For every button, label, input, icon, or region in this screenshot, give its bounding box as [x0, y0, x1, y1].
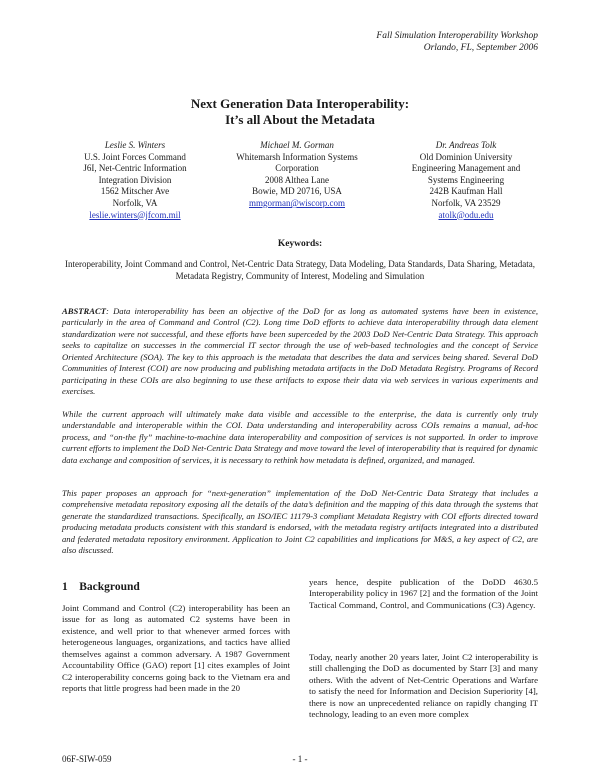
author-affiliation-line: 2008 Althea Lane: [265, 174, 329, 185]
author-email-link[interactable]: mmgorman@wiscorp.com: [248, 197, 346, 208]
background-right-paragraph-1: years hence, despite publication of the DoDD 4630.5 Interoperability policy in 1967 [2] and the formation of the Joint Tactical Command, Control, and Communications (C3) Agency.: [309, 577, 538, 610]
background-left-column: Joint Command and Control (C2) interoperability has been an issue for as long as automated C2 systems have been in existence, and well prior to that whenever armed forces with heterogeneous languages, organizations, and tactics have allied themselves against a common adversary. A 1987 Government Accountability Office (GAO) report [1] cites examples of Joint C2 interoperability concerns going back to the Vietnam era and reports that little progress had been made in the 20: [62, 603, 290, 694]
section-heading: [62, 581, 140, 593]
page-number: - 1 -: [292, 754, 308, 764]
author-affiliation-line: J6I, Net-Centric Information: [83, 163, 187, 174]
abstract-text: : Data interoperability has been an objective of the DoD for as long as automated systems have been in existence, particularly in the area of Command and Control (C2). Long time DoD efforts to achieve data interoperability through data element standardization were not successful, and these efforts have been superceded by the 2003 DoD Net-Centric Data Strategy. This approach seeks to capitalize on successes in the commercial IT sector through the use of web-based technologies and the concept of Service Oriented Architecture (SOA). The key to this approach is the metadata that describes the data and services being shared. Several DoD Communities of Interest (COI) are now producing and publishing metadata artifacts in the DoD Metadata Registry. Programs of Record participating in these COIs are also beginning to use these artifacts to expose their data via web services in various experiments and exercises.: [62, 306, 538, 397]
author-block-2: [222, 140, 372, 210]
author-affiliation-line: Whitemarsh Information Systems: [236, 151, 358, 162]
workshop-name: Fall Simulation Interoperability Workshop: [376, 31, 538, 41]
author-affiliation-line: Old Dominion University: [419, 151, 513, 162]
title-line-2: It’s all About the Metadata: [225, 112, 375, 127]
title-line-1: Next Generation Data Interoperability:: [190, 96, 410, 111]
section-number: 1: [62, 581, 68, 593]
author-affiliation-line: U.S. Joint Forces Command: [84, 151, 186, 162]
abstract-paragraph-1: [62, 306, 538, 398]
author-affiliation-line: 242B Kaufman Hall: [429, 186, 503, 197]
workshop-location-date: Orlando, FL, September 2006: [423, 43, 538, 53]
author-affiliation-line: Norfolk, VA: [112, 197, 158, 208]
author-email-link[interactable]: atolk@odu.edu: [438, 209, 494, 220]
paper-id: 06F-SIW-059: [62, 754, 112, 764]
keywords-text: Interoperability, Joint Command and Control, Net-Centric Data Strategy, Data Modeling, Data Standards, Data Sharing, Metadata, Metadata Registry, Community of Interest, Modeling and Simulation: [65, 259, 535, 281]
author-email-link[interactable]: leslie.winters@jfcom.mil: [89, 209, 181, 220]
author-name: Michael M. Gorman: [260, 140, 334, 150]
paper-title: [0, 96, 600, 128]
abstract-paragraph-3: This paper proposes an approach for “next-generation” implementation of the DoD Net-Centric Data Strategy that includes a comprehensive metadata repository exposing all the details of the data’s definition and the mapping of this data through the systems that generate the standardized transactions. Specifically, an ISO/IEC 11179-3 compliant Metadata Registry with COI efforts directed toward producing metadata products consistent with this standard is endorsed, with the metadata registry artifacts integrated into a distributed and federated metadata repository environment. Application to Joint C2 capabilities and implications for M&S, a key aspect of C2, are also discussed.: [62, 488, 538, 556]
section-title: Background: [79, 581, 140, 593]
author-affiliation-line: Norfolk, VA 23529: [431, 197, 501, 208]
author-name: Dr. Andreas Tolk: [435, 140, 497, 150]
author-block-1: [60, 140, 210, 221]
workshop-header: [376, 30, 538, 54]
author-affiliation-line: Systems Engineering: [427, 174, 505, 185]
abstract-paragraph-2: While the current approach will ultimately make data visible and accessible to the enterprise, the data is currently only truly understandable and interoperable within the COI. Data understanding and interoperability across COIs remains a manual, ad-hoc process, and “on-the fly” machine-to-machine data interoperability and composition of services is not supported. In order to improve current efforts to implement the DoD Net-Centric Data Strategy and move toward the level of interoperability that is required for dynamic data exchange and composition of services, it is necessary to rethink how metadata is defined, organized, and managed.: [62, 409, 538, 465]
author-affiliation-line: Engineering Management and: [411, 163, 521, 174]
keywords-heading: Keywords:: [277, 239, 323, 249]
author-block-3: [392, 140, 540, 221]
background-right-paragraph-2: Today, nearly another 20 years later, Joint C2 interoperability is still challenging the DoD as documented by Starr [3] and many others. With the advent of Net-Centric Operations and Warfare to satisfy the need for Information and Decision Superiority [4], there is now an unprecedented reliance on rapidly changing IT technology, leading to an even more complex: [309, 652, 538, 720]
abstract-label: ABSTRACT: [62, 306, 106, 316]
author-affiliation-line: 1562 Mitscher Ave: [100, 186, 170, 197]
author-affiliation-line: Corporation: [275, 163, 319, 174]
author-affiliation-line: Bowie, MD 20716, USA: [252, 186, 342, 197]
author-name: Leslie S. Winters: [104, 140, 166, 150]
author-affiliation-line: Integration Division: [98, 174, 172, 185]
